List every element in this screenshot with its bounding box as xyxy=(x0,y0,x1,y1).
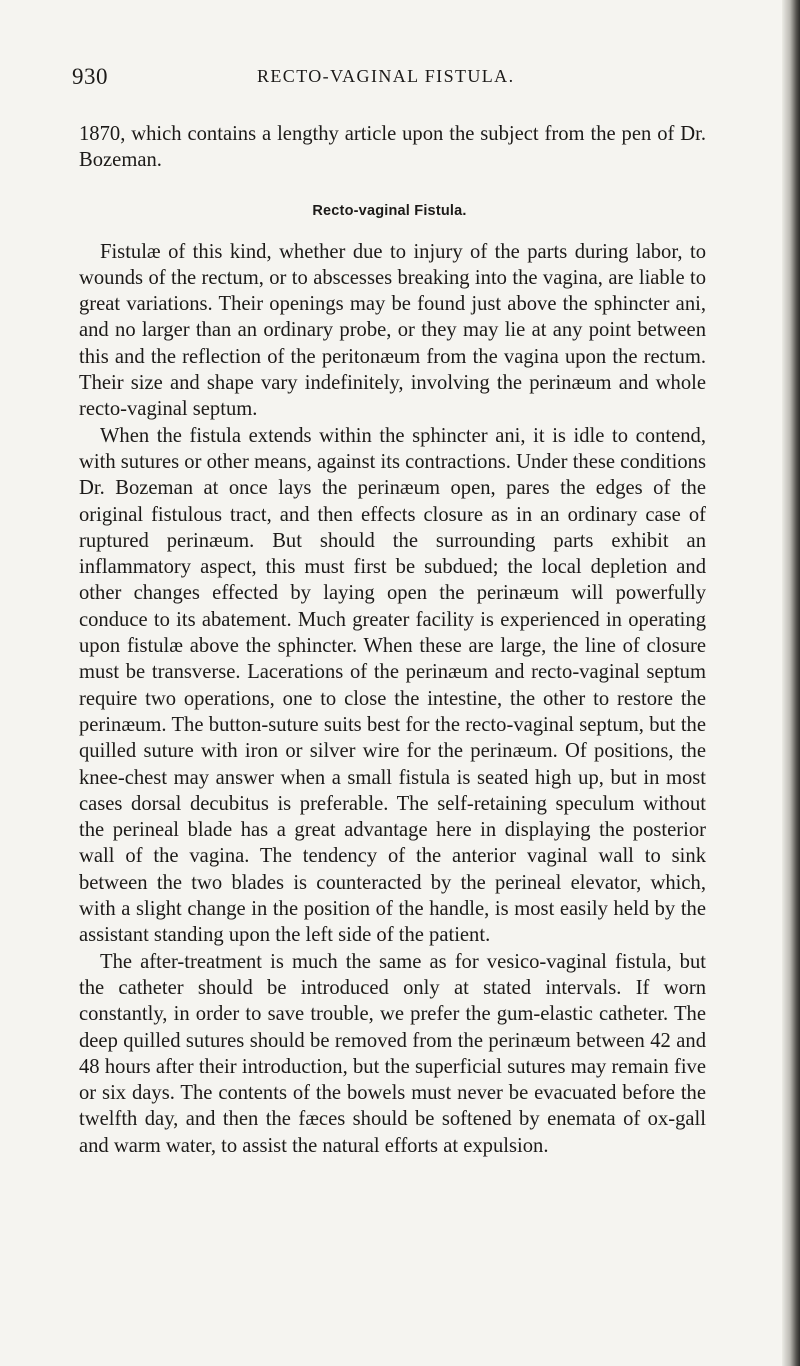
page-header xyxy=(72,64,732,94)
intro-paragraph: 1870, which contains a lengthy article upon the subject from the pen of Dr. Bozeman. xyxy=(79,123,706,172)
paragraph-3: The after-treatment is much the same as for vesico-vaginal fistula, but the catheter should be introduced only at stated intervals. If worn constantly, in order to save trouble, we prefer the gum-elastic catheter. The deep quilled sutures should be removed from the perinæum between 42 and 48 hours after their introduction, but the superficial sutures may remain five or six days. The contents of the bowels must never be evacuated before the twelfth day, and then the fæces should be softened by enemata of ox-gall and warm water, to assist the natural efforts at expulsion. xyxy=(79,950,706,1157)
running-head: RECTO-VAGINAL FISTULA. xyxy=(257,66,515,86)
paragraph-1: Fistulæ of this kind, whether due to injury of the parts during labor, to wounds of the rectum, or to abscesses breaking into the vagina, are liable to great variations. Their openings may be found just above the sphincter ani, and no larger than an ordinary probe, or they may lie at any point between this and the reflection of the peritonæum from the vagina upon the rectum. Their size and shape vary indefinitely, involving the perinæum and whole recto-vaginal septum. xyxy=(79,240,706,421)
text-block xyxy=(79,121,706,1159)
page-number: 930 xyxy=(72,64,108,89)
section-heading: Recto-vaginal Fistula. xyxy=(312,202,467,219)
page-edge-shadow xyxy=(782,0,800,1366)
paragraph-2: When the fistula extends within the sphincter ani, it is idle to contend, with sutures or other means, against its contractions. Under these conditions Dr. Bozeman at once lays the perinæum open, pares the edges of the original fistulous tract, and then effects closure as in an ordinary case of ruptured perinæum. But should the surrounding parts exhibit an inflammatory aspect, this must first be subdued; the local depletion and other changes effected by laying open the perinæum will powerfully conduce to its abatement. Much greater facility is experienced in operating upon fistulæ above the sphincter. When these are large, the line of closure must be transverse. Lacerations of the perinæum and recto-vaginal septum require two operations, one to close the intestine, the other to restore the perinæum. The button-suture suits best for the recto-vaginal septum, but the quilled suture with iron or silver wire for the perinæum. Of positions, the knee-chest may answer when a small fistula is seated high up, but in most cases dorsal decubitus is preferable. The self-retaining speculum without the perineal blade has a great advantage here in displaying the posterior wall of the vagina. The tendency of the anterior vaginal wall to sink between the two blades is counteracted by the perineal elevator, which, with a slight change in the position of the handle, is most easily held by the assistant standing upon the left side of the patient. xyxy=(79,424,706,947)
